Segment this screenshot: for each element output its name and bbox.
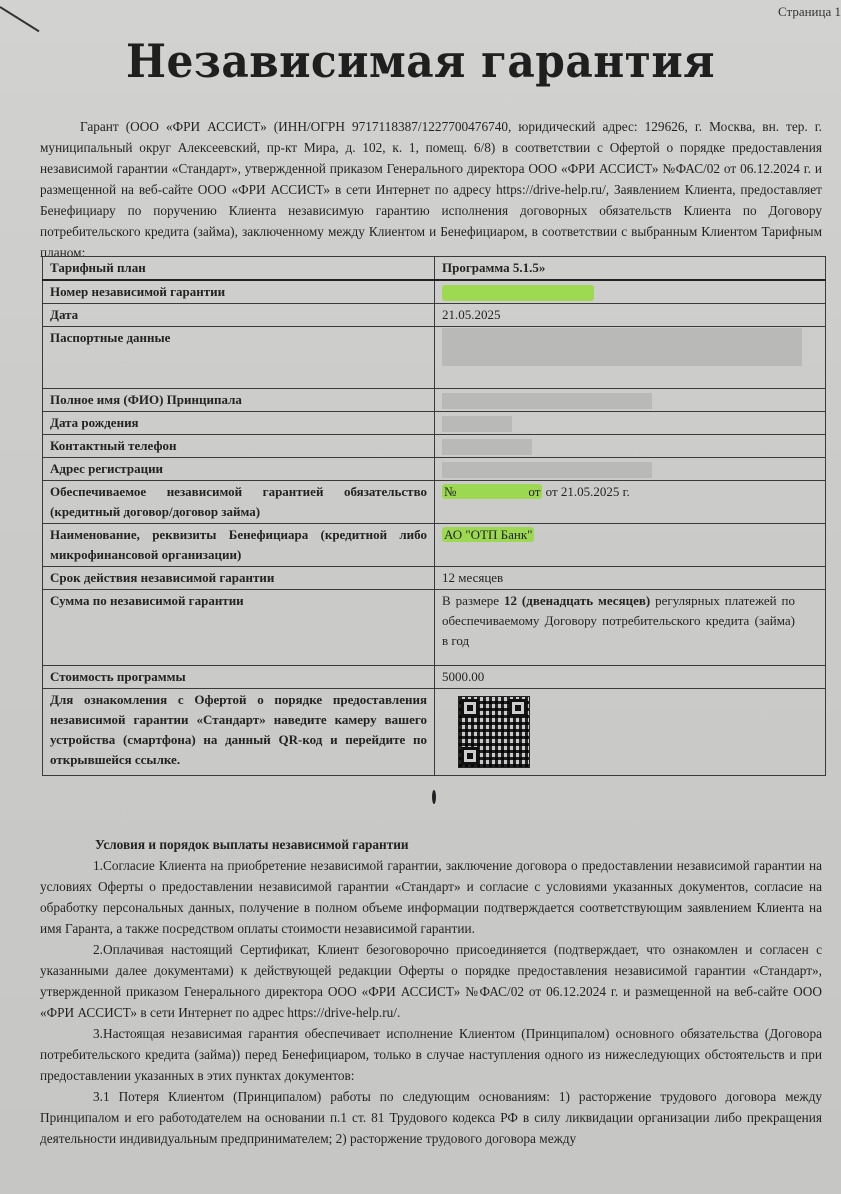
- intro-paragraph: Гарант (ООО «ФРИ АССИСТ» (ИНН/ОГРН 9717118387/1227700476740, юридический адрес: 129626, г. Москва, вн. тер. г. муниципальный округ Алексеевский, пр-кт Мира, д. 102, к. 1, помещ. 6/8) в соответствии с Офертой о порядке предоставления независимой гарантии «Стандарт», утвержденной приказом Генерального директора ООО «ФРИ АССИСТ» №ФАС/02 от 06.12.2024 г. и размещенной на веб-сайте ООО «ФРИ АССИСТ» в сети Интернет по адресу https://drive-help.ru/, Заявлением Клиента, предоставляет Бенефициару по поручению Клиента независимую гарантию исполнения договорных обязательств Клиента по Договору потребительского кредита (займа), заключенному между Клиентом и Бенефициаром, в соответствии с выбранным Клиентом Тарифным планом:: [40, 119, 822, 260]
- highlighted-contract-number: № от: [444, 484, 541, 499]
- cost-value: 5000.00: [435, 666, 826, 689]
- redacted-field: [442, 393, 652, 409]
- amount-value: В размере 12 (двенадцать месяцев) регулярных платежей по обеспечиваемому Договору потребительского кредита (займа) в год: [435, 590, 826, 666]
- term-value: 12 месяцев: [435, 567, 826, 590]
- condition-paragraph: 3.Настоящая независимая гарантия обеспечивает исполнение Клиентом (Принципалом) основного обязательства (Договора потребительского кредита (займа)) перед Бенефициаром, только в случае наступления одного из нижеследующих обстоятельств и при предоставлении указанных в этих пунктах документов:: [40, 1026, 822, 1083]
- condition-paragraph: 3.1 Потеря Клиентом (Принципалом) работы по следующим основаниям: 1) расторжение трудового договора между Принципалом и его работодателем на основании п.1 ст. 81 Трудового кодекса РФ в силу ликвидации организации либо прекращения деятельности индивидуальным предпринимателем; 2) расторжение трудового договора между: [40, 1089, 822, 1146]
- redacted-field: [442, 328, 802, 366]
- row-label: Паспортные данные: [43, 327, 435, 389]
- redacted-field: [442, 462, 652, 478]
- table-row: [43, 327, 826, 389]
- conditions-section: [40, 834, 822, 1149]
- row-label: Адрес регистрации: [43, 458, 435, 481]
- row-label: Дата рождения: [43, 412, 435, 435]
- condition-paragraph: 1.Согласие Клиента на приобретение независимой гарантии, заключение договора о предоставлении независимой гарантии на условиях Оферты о предоставлении независимой гарантии «Стандарт» и согласие с условиями указанных документов, согласие на обработку персональных данных, получение в полном объеме информации подтверждается соответствующим заявлением Клиента на имя Гаранта, а также посредством оплаты стоимости независимой гарантии.: [40, 858, 822, 936]
- table-row: [43, 689, 826, 776]
- row-label: Дата: [43, 304, 435, 327]
- address-value: [435, 458, 826, 481]
- row-label: Номер независимой гарантии: [43, 280, 435, 304]
- birth-date-value: [435, 412, 826, 435]
- fold-mark: [0, 6, 40, 32]
- ink-smudge: [432, 790, 436, 804]
- tariff-plan-value: Программа 5.1.5»: [435, 257, 826, 281]
- principal-name-value: [435, 389, 826, 412]
- table-row: [43, 567, 826, 590]
- redacted-field: [442, 285, 594, 301]
- redacted-field: [442, 439, 532, 455]
- obligation-value: [435, 481, 826, 524]
- row-label: Тарифный план: [43, 257, 435, 281]
- qr-cell: [435, 689, 826, 776]
- table-row: [43, 412, 826, 435]
- condition-paragraph: 2.Оплачивая настоящий Сертификат, Клиент безоговорочно присоединяется (подтверждает, что ознакомлен и согласен с указанными далее документами) к действующей редакции Оферты о порядке предоставления независимой гарантии «Стандарт», утвержденной приказом Генерального директора ООО «ФРИ АССИСТ» №ФАС/02 от 06.12.2024 г. и размещенной на веб-сайте ООО «ФРИ АССИСТ» в сети Интернет по адрес https://drive-help.ru/.: [40, 942, 822, 1020]
- table-row: [43, 481, 826, 524]
- beneficiary-value: АО "ОТП Банк": [435, 524, 826, 567]
- table-row: [43, 280, 826, 304]
- row-label: Срок действия независимой гарантии: [43, 567, 435, 590]
- table-row: [43, 304, 826, 327]
- row-label: Наименование, реквизиты Бенефициара (кредитной либо микрофинансовой организации): [43, 524, 435, 567]
- row-label: Для ознакомления с Офертой о порядке предоставления независимой гарантии «Стандарт» наведите камеру вашего устройства (смартфона) на данный QR-код и перейдите по открывшейся ссылке.: [43, 689, 435, 776]
- conditions-heading: Условия и порядок выплаты независимой гарантии: [95, 837, 409, 852]
- row-label: Обеспечиваемое независимой гарантией обязательство (кредитный договор/договор займа): [43, 481, 435, 524]
- contract-date: от 21.05.2025 г.: [545, 484, 630, 499]
- guarantee-number-value: [435, 280, 826, 304]
- phone-value: [435, 435, 826, 458]
- table-row: [43, 257, 826, 281]
- passport-value: [435, 327, 826, 389]
- table-row: [43, 458, 826, 481]
- document-title: Независимая гарантия: [126, 34, 715, 88]
- guarantee-table: [42, 256, 826, 776]
- qr-code-icon[interactable]: [458, 696, 530, 768]
- table-row: [43, 435, 826, 458]
- redacted-field: [442, 416, 512, 432]
- row-label: Сумма по независимой гарантии: [43, 590, 435, 666]
- table-row: [43, 666, 826, 689]
- table-row: [43, 524, 826, 567]
- page-number: Страница 1: [777, 4, 841, 19]
- row-label: Полное имя (ФИО) Принципала: [43, 389, 435, 412]
- row-label: Контактный телефон: [43, 435, 435, 458]
- row-label: Стоимость программы: [43, 666, 435, 689]
- date-value: 21.05.2025: [435, 304, 826, 327]
- table-row: [43, 590, 826, 666]
- table-row: [43, 389, 826, 412]
